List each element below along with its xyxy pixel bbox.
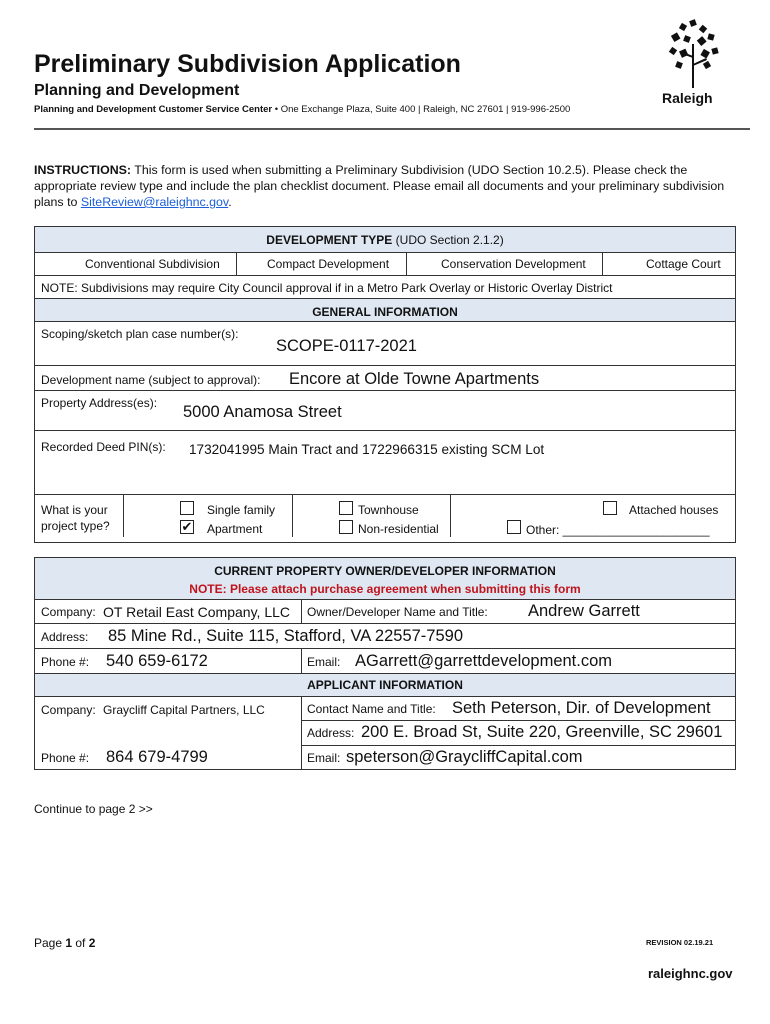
applicant-contact-value[interactable]: Seth Peterson, Dir. of Development — [452, 699, 711, 717]
property-address-value[interactable]: 5000 Anamosa Street — [183, 403, 342, 421]
page-of: of — [72, 936, 89, 950]
option-compact-development[interactable]: Compact Development — [267, 257, 390, 271]
contact-address-line — [34, 104, 570, 115]
owner-name-label: Owner/Developer Name and Title: — [307, 605, 488, 619]
instructions-paragraph — [34, 162, 734, 210]
development-name-value[interactable]: Encore at Olde Towne Apartments — [289, 370, 540, 388]
instructions-text: This form is used when submitting a Preliminary Subdivision (UDO Section 10.2.5). Please check the appropriate review type and include the plan checklist document. Please email all documents and your preliminary subdivision plans to — [34, 163, 725, 209]
applicant-company-value[interactable]: Graycliff Capital Partners, LLC — [103, 703, 265, 717]
development-type-udo: (UDO Section 2.1.2) — [392, 233, 504, 247]
nonresidential-checkbox[interactable] — [339, 520, 353, 534]
townhouse-checkbox[interactable] — [339, 501, 353, 515]
scoping-label: Scoping/sketch plan case number(s): — [41, 327, 239, 341]
owner-email-value[interactable]: AGarrett@garrettdevelopment.com — [355, 652, 613, 670]
owner-phone-value[interactable]: 540 659-6172 — [106, 652, 208, 670]
website-label: raleighnc.gov — [648, 966, 733, 981]
owner-name-value[interactable]: Andrew Garrett — [528, 602, 640, 620]
service-center-name: Planning and Development Customer Service Center — [34, 104, 273, 115]
townhouse-label: Townhouse — [358, 503, 419, 517]
page-number — [34, 936, 95, 950]
owner-email-label: Email: — [307, 655, 341, 669]
overlay-note: NOTE: Subdivisions may require City Council approval if in a Metro Park Overlay or Historic Overlay District — [41, 281, 613, 295]
page-current: 1 — [65, 936, 73, 950]
apartment-checkbox[interactable]: ✔ — [181, 519, 193, 534]
owner-phone-label: Phone #: — [41, 655, 90, 669]
owner-company-label: Company: — [41, 605, 96, 619]
instructions-label: INSTRUCTIONS: — [34, 163, 132, 177]
owner-company-value[interactable]: OT Retail East Company, LLC — [103, 604, 291, 620]
applicant-company-label: Company: — [41, 703, 96, 717]
owner-address-label: Address: — [41, 630, 89, 644]
scoping-value[interactable]: SCOPE-0117-2021 — [276, 337, 417, 355]
property-address-label: Property Address(es): — [41, 396, 158, 410]
development-type-title: DEVELOPMENT TYPE — [266, 233, 393, 247]
option-conservation-development[interactable]: Conservation Development — [441, 257, 586, 271]
project-type-label-1: What is your — [41, 503, 108, 517]
applicant-header: APPLICANT INFORMATION — [307, 678, 463, 692]
nonresidential-label: Non-residential — [358, 522, 439, 536]
option-conventional-subdivision[interactable]: Conventional Subdivision — [85, 257, 220, 271]
applicant-email-label: Email: — [307, 751, 341, 765]
applicant-phone-label: Phone #: — [41, 751, 90, 765]
applicant-phone-value[interactable]: 864 679-4799 — [106, 748, 208, 766]
owner-applicant-table — [34, 557, 736, 770]
site-review-email-link[interactable]: SiteReview@raleighnc.gov — [80, 195, 229, 209]
service-center-address: • One Exchange Plaza, Suite 400 | Raleigh, NC 27601 | 919-996-2500 — [272, 104, 571, 115]
instructions-end: . — [228, 195, 232, 209]
applicant-address-label: Address: — [307, 726, 355, 740]
option-cottage-court[interactable]: Cottage Court — [646, 257, 721, 271]
applicant-email-value[interactable]: speterson@GraycliffCapital.com — [346, 748, 583, 766]
applicant-address-value[interactable]: 200 E. Broad St, Suite 220, Greenville, SC 29601 — [361, 723, 723, 741]
page-prefix: Page — [34, 936, 66, 950]
apartment-label: Apartment — [207, 522, 263, 536]
applicant-contact-label: Contact Name and Title: — [307, 702, 436, 716]
continue-to-page-2: Continue to page 2 >> — [34, 802, 153, 816]
raleigh-logo-text: Raleigh — [662, 90, 713, 106]
owner-header: CURRENT PROPERTY OWNER/DEVELOPER INFORMATION — [214, 564, 556, 578]
single-family-label: Single family — [207, 503, 276, 517]
single-family-checkbox[interactable] — [180, 501, 194, 515]
header-divider — [34, 128, 750, 130]
attached-houses-label: Attached houses — [629, 503, 719, 517]
project-type-label-2: project type? — [41, 519, 110, 533]
page-total: 2 — [88, 936, 96, 950]
owner-note: NOTE: Please attach purchase agreement when submitting this form — [189, 582, 581, 596]
revision-label: REVISION 02.19.21 — [646, 938, 714, 947]
department-name: Planning and Development — [34, 82, 240, 99]
page-title: Preliminary Subdivision Application — [34, 50, 461, 78]
attached-houses-checkbox[interactable] — [603, 501, 617, 515]
other-label[interactable]: Other: ______________________ — [526, 523, 710, 537]
deed-pin-value[interactable]: 1732041995 Main Tract and 1722966315 existing SCM Lot — [189, 442, 545, 457]
development-type-header — [35, 233, 735, 247]
general-info-header: GENERAL INFORMATION — [312, 305, 458, 319]
other-checkbox[interactable] — [507, 520, 521, 534]
deed-pin-label: Recorded Deed PIN(s): — [41, 440, 166, 454]
development-general-table — [34, 226, 736, 543]
owner-address-value[interactable]: 85 Mine Rd., Suite 115, Stafford, VA 22557-7590 — [108, 627, 463, 645]
development-name-label: Development name (subject to approval): — [41, 373, 261, 387]
